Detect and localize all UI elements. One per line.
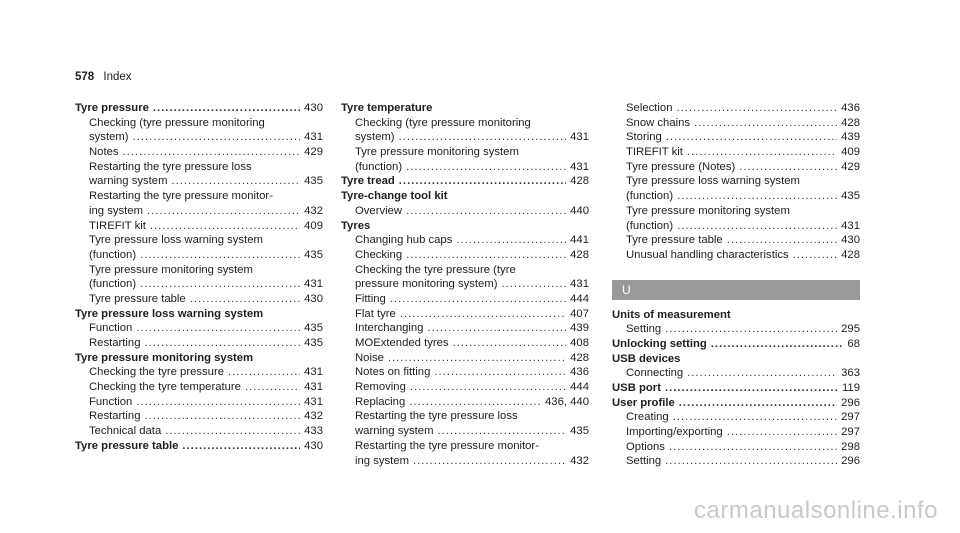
leader-dots [434,365,566,380]
index-subentry [341,321,589,336]
entry-text: Setting [626,455,662,468]
leader-dots [665,454,837,469]
index-subentry [341,454,589,469]
entry-text: Technical data [89,425,162,438]
index-subentry [75,219,323,234]
index-subentry [341,351,589,366]
entry-text: Units of measurement [612,308,731,321]
entry-text: Removing [355,381,406,394]
page-reference[interactable]: 295 [841,323,860,336]
page-reference[interactable]: 296 [841,396,860,409]
index-entry [75,307,323,322]
index-subentry [75,292,323,307]
entry-text: Tyre pressure monitoring system [89,263,253,276]
leader-dots [677,219,837,234]
leader-dots [133,130,301,145]
index-entry [612,352,860,367]
page-reference[interactable]: 119 [841,382,860,394]
page-reference[interactable]: 298 [841,440,860,453]
index-subentry [75,248,323,263]
leader-dots [147,204,300,219]
page-reference[interactable]: 428 [570,175,589,188]
entry-text: Setting [626,323,662,336]
entry-text: (function) [626,190,674,203]
page-reference[interactable]: 429 [304,146,323,159]
page-header [75,71,132,83]
leader-dots [413,454,566,469]
page-reference[interactable]: 431 [841,219,860,232]
entry-text: USB port [612,382,661,394]
page-reference[interactable]: 430 [304,102,323,114]
leader-dots [677,189,837,204]
index-subentry [75,409,323,424]
entry-text: warning system [355,425,434,438]
page-reference[interactable]: 435 [570,425,589,438]
entry-text: Restarting the tyre pressure loss [355,410,518,423]
entry-text: (function) [89,248,137,261]
entry-text: Tyre pressure monitoring system [355,146,519,159]
leader-dots [679,396,837,411]
index-subentry [612,145,860,160]
watermark: carmanualsonline.info [694,497,938,524]
index-subentry [341,116,589,131]
entry-text: MOExtended tyres [355,337,449,349]
page-reference[interactable]: 435 [304,248,323,261]
index-subentry [612,189,860,204]
leader-dots [711,337,844,352]
page-reference[interactable]: 408 [570,337,589,349]
index-entry [341,219,589,234]
leader-dots [140,248,300,263]
index-subentry [341,409,589,424]
index-column-2 [341,101,589,468]
leader-dots [190,292,300,307]
entry-text: Tyre pressure monitoring system [75,351,254,364]
index-subentry [341,263,589,278]
index-subentry [341,130,589,145]
leader-dots [399,130,567,145]
entry-text: (function) [355,160,403,173]
entry-text: Interchanging [355,322,424,335]
leader-dots [182,439,300,454]
index-subentry [75,189,323,204]
entry-text: Changing hub caps [355,234,453,247]
index-subentry [341,380,589,395]
index-entry [612,337,860,352]
index-entry [341,189,589,204]
entry-text: Tyre pressure (Notes) [626,160,736,173]
entry-text: Overview [355,204,403,217]
leader-dots [665,322,837,337]
leader-dots [410,380,566,395]
entry-text: Selection [626,102,673,114]
entry-text: Tyre pressure monitoring system [626,204,790,217]
leader-dots [145,409,301,424]
leader-dots [153,101,300,116]
leader-dots [145,336,301,351]
page-reference[interactable]: 439 [570,322,589,335]
index-subentry [341,395,589,410]
index-entry [75,101,323,116]
page-reference[interactable]: 436 [841,102,860,114]
page-reference[interactable]: 435 [304,337,323,349]
index-subentry [341,277,589,292]
page-reference[interactable]: 409 [841,146,860,159]
leader-dots [793,248,838,263]
entry-text: Tyre pressure [75,102,149,114]
index-subentry [612,440,860,455]
leader-dots [228,365,300,380]
index-entry [341,174,589,189]
index-subentry [341,424,589,439]
leader-dots [502,277,567,292]
index-subentry [341,204,589,219]
entry-text: ing system [89,204,143,217]
index-subentry [341,160,589,175]
entry-text: Tyre pressure table [75,439,179,452]
index-subentry [75,174,323,189]
index-subentry [612,160,860,175]
page-reference[interactable]: 439 [841,131,860,144]
entry-text: Restarting the tyre pressure monitor- [355,439,539,452]
entry-text: pressure monitoring system) [355,278,498,291]
page-reference[interactable]: 435 [841,190,860,203]
page-reference[interactable]: 444 [570,292,589,305]
entry-text: User profile [612,396,675,409]
entry-text: system) [89,131,129,144]
index-column-1 [75,101,323,454]
index-subentry [75,365,323,380]
page-reference[interactable]: 436 [570,366,589,379]
entry-text: ing system [355,454,409,467]
index-column-3 [612,101,860,469]
page-reference[interactable]: 432 [570,454,589,467]
index-entry [341,101,589,116]
entry-text: Tyre pressure table [89,292,186,305]
index-subentry [341,365,589,380]
leader-dots [400,307,566,322]
index-subentry [612,101,860,116]
index-subentry [75,130,323,145]
entry-text: Function [89,322,133,335]
index-entry [612,308,860,323]
leader-dots [687,366,837,381]
index-subentry [612,174,860,189]
index-subentry [75,380,323,395]
entry-text: Tyre pressure loss warning system [75,307,264,320]
index-subentry [75,204,323,219]
index-subentry [612,219,860,234]
leader-dots [136,395,300,410]
index-subentry [612,130,860,145]
leader-dots [694,116,837,131]
entry-text: Function [89,395,133,408]
leader-dots [666,130,837,145]
index-subentry [341,233,589,248]
page-reference[interactable]: 435 [304,175,323,188]
page-reference[interactable]: 431 [304,278,323,291]
page-reference[interactable]: 431 [570,278,589,291]
page-reference[interactable]: 297 [841,411,860,424]
leader-dots [409,395,541,410]
index-subentry [75,116,323,131]
entry-text: Restarting [89,337,141,349]
index-entry [75,439,323,454]
entry-text: Options [626,440,665,453]
leader-dots [453,336,567,351]
entry-text: Checking the tyre pressure (tyre [355,263,516,276]
page-reference[interactable]: 431 [304,366,323,379]
leader-dots [673,410,837,425]
entry-text: Tyre temperature [341,102,433,114]
entry-text: (function) [626,219,674,232]
index-subentry [75,277,323,292]
entry-text: Restarting [89,410,141,423]
index-subentry [75,336,323,351]
entry-text: Restarting the tyre pressure monitor- [89,190,273,203]
index-subentry [75,395,323,410]
entry-text: Tyre pressure table [626,234,723,247]
index-subentry [75,263,323,278]
leader-dots [140,277,300,292]
index-entry [75,351,323,366]
leader-dots [456,233,566,248]
section-title: Index [103,71,132,83]
index-subentry [612,425,860,440]
page-reference[interactable]: 431 [304,381,323,394]
leader-dots [727,425,837,440]
entry-text: Checking the tyre temperature [89,381,241,394]
leader-dots [165,424,300,439]
leader-dots [388,351,566,366]
page-reference[interactable]: 409 [304,219,323,232]
page-reference[interactable]: 433 [304,425,323,438]
entry-text: Restarting the tyre pressure loss [89,160,252,173]
entry-text: Storing [626,131,662,144]
leader-dots [727,233,837,248]
index-subentry [75,160,323,175]
entry-text: USB devices [612,352,681,365]
leader-dots [406,160,566,175]
entry-text: Tyre tread [341,175,395,188]
index-subentry [612,204,860,219]
page-reference[interactable]: 428 [570,248,589,261]
leader-dots [245,380,300,395]
leader-dots [150,219,300,234]
entry-text: Tyres [341,219,371,232]
index-entry [612,381,860,396]
leader-dots [136,321,300,336]
index-subentry [75,233,323,248]
entry-text: Snow chains [626,116,691,129]
page-reference[interactable]: 428 [570,351,589,364]
leader-dots [676,101,837,116]
entry-text: Notes [89,146,119,159]
page-reference[interactable]: 428 [841,116,860,129]
index-letter-heading: U [612,280,860,300]
entry-text: Checking (tyre pressure monitoring [89,116,265,129]
entry-text: TIREFIT kit [89,219,146,232]
index-subentry [341,336,589,351]
page-reference[interactable]: 430 [304,439,323,452]
entry-text: Replacing [355,395,406,408]
leader-dots [399,174,566,189]
page-reference[interactable]: 363 [841,367,860,380]
entry-text: TIREFIT kit [626,146,683,159]
leader-dots [687,145,837,160]
entry-text: Checking [355,248,403,261]
leader-dots [427,321,566,336]
entry-text: Unlocking setting [612,337,707,350]
leader-dots [406,248,566,263]
entry-text: Unusual handling characteristics [626,248,789,261]
index-subentry [612,454,860,469]
page-reference[interactable]: 431 [304,395,323,408]
page-reference[interactable]: 428 [841,248,860,261]
page-reference[interactable]: 431 [570,160,589,173]
entry-text: (function) [89,278,137,291]
page-reference[interactable]: 431 [570,131,589,144]
page-reference[interactable]: 436, 440 [545,395,589,408]
leader-dots [437,424,566,439]
index-subentry [612,248,860,263]
entry-text: Tyre pressure loss warning system [626,175,800,188]
leader-dots [123,145,301,160]
index-subentry [612,366,860,381]
leader-dots [665,381,838,396]
page-reference[interactable]: 440 [570,204,589,217]
page-number: 578 [75,71,95,83]
page-reference[interactable]: 430 [841,234,860,247]
entry-text: Notes on fitting [355,366,431,379]
entry-text: Checking the tyre pressure [89,366,224,379]
entry-text: Creating [626,411,669,424]
index-subentry [341,145,589,160]
entry-text: system) [355,131,395,144]
page-reference[interactable]: 431 [304,131,323,144]
leader-dots [406,204,566,219]
leader-dots [390,292,566,307]
page-reference[interactable]: 432 [304,204,323,217]
index-subentry [75,424,323,439]
entry-text: Flat tyre [355,307,396,320]
entry-text: Importing/exporting [626,426,723,439]
index-entry [612,396,860,411]
index-subentry [612,233,860,248]
page-reference[interactable]: 444 [570,381,589,394]
leader-dots [669,440,837,455]
leader-dots [171,174,300,189]
entry-text: Tyre pressure loss warning system [89,234,263,247]
page-reference[interactable]: 68 [847,337,860,350]
index-subentry [612,322,860,337]
index-subentry [612,116,860,131]
page-reference[interactable]: 441 [570,234,589,247]
index-subentry [75,145,323,160]
entry-text: Fitting [355,292,386,305]
entry-text: warning system [89,175,168,188]
entry-text: Noise [355,351,384,364]
page-reference[interactable]: 435 [304,322,323,335]
index-subentry [75,321,323,336]
page-reference[interactable]: 429 [841,160,860,173]
entry-text: Checking (tyre pressure monitoring [355,116,531,129]
page-reference[interactable]: 432 [304,410,323,423]
page-reference[interactable]: 296 [841,455,860,468]
index-subentry [612,410,860,425]
index-subentry [341,248,589,263]
entry-text: Connecting [626,367,684,380]
page-reference[interactable]: 297 [841,426,860,439]
page-reference[interactable]: 407 [570,307,589,320]
index-subentry [341,439,589,454]
leader-dots [739,160,837,175]
index-subentry [341,307,589,322]
entry-text: Tyre-change tool kit [341,190,448,203]
index-subentry [341,292,589,307]
page-reference[interactable]: 430 [304,292,323,305]
